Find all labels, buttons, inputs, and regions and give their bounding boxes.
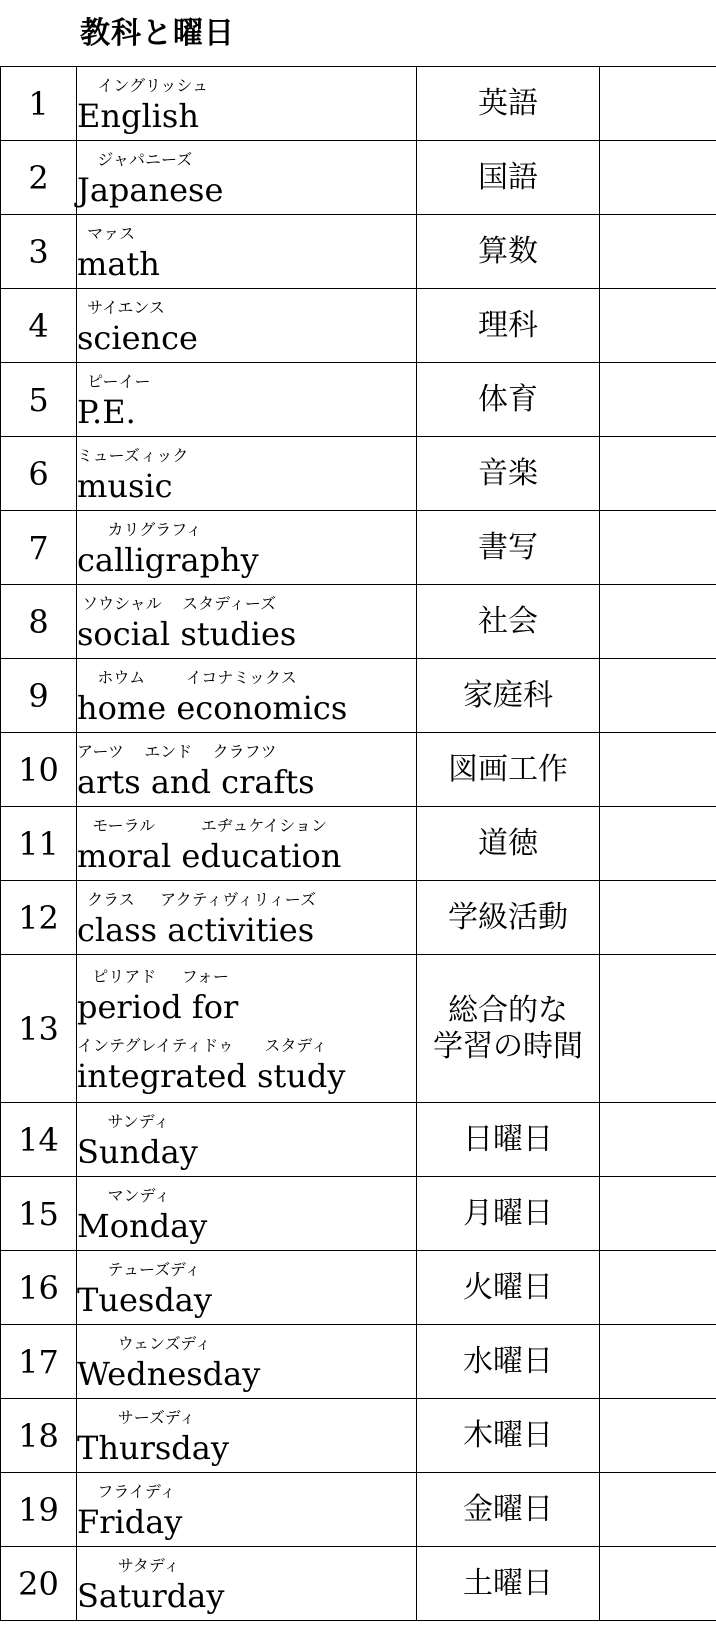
answer-cell (600, 585, 716, 659)
row-number: 4 (1, 289, 77, 363)
row-number: 17 (1, 1325, 77, 1399)
english-word: Japanese (77, 171, 224, 210)
answer-cell (600, 1251, 716, 1325)
table-row (1, 1399, 716, 1473)
english-cell (77, 67, 417, 141)
answer-cell (600, 67, 716, 141)
katakana-reading: クラス アクティヴィリィーズ (77, 890, 316, 910)
katakana-reading: ソウシャル スタディーズ (77, 594, 277, 614)
katakana-reading: ピリアド フォー (77, 966, 229, 986)
japanese-word: 学級活動 (417, 881, 600, 955)
english-cell (77, 881, 417, 955)
english-cell (77, 659, 417, 733)
answer-cell (600, 733, 716, 807)
english-word-2: integrated study (77, 1056, 346, 1095)
row-number: 11 (1, 807, 77, 881)
row-number: 1 (1, 67, 77, 141)
japanese-word: 社会 (417, 585, 600, 659)
answer-cell (600, 141, 716, 215)
japanese-word: 家庭科 (417, 659, 600, 733)
english-cell (77, 1325, 417, 1399)
row-number: 9 (1, 659, 77, 733)
english-word: Wednesday (77, 1355, 261, 1394)
english-word: moral education (77, 837, 342, 876)
row-number: 8 (1, 585, 77, 659)
japanese-word: 日曜日 (417, 1103, 600, 1177)
english-word: Thursday (77, 1429, 229, 1468)
english-word: arts and crafts (77, 763, 315, 802)
english-cell (77, 437, 417, 511)
english-cell (77, 807, 417, 881)
row-number: 12 (1, 881, 77, 955)
english-cell (77, 585, 417, 659)
japanese-word: 理科 (417, 289, 600, 363)
row-number: 20 (1, 1547, 77, 1621)
katakana-reading: フライディ (77, 1482, 176, 1502)
table-row (1, 881, 716, 955)
japanese-word: 英語 (417, 67, 600, 141)
katakana-reading: アーツ エンド クラフツ (77, 742, 277, 762)
english-word: Friday (77, 1503, 183, 1542)
japanese-word: 国語 (417, 141, 600, 215)
table-row (1, 1547, 716, 1621)
english-cell (77, 1177, 417, 1251)
english-word: music (77, 467, 173, 506)
japanese-word-line-1: 総合的な (448, 992, 568, 1028)
katakana-reading: テューズディ (77, 1260, 201, 1280)
answer-cell (600, 1103, 716, 1177)
answer-cell (600, 1325, 716, 1399)
english-word: Tuesday (77, 1281, 212, 1320)
katakana-reading: イングリッシュ (77, 76, 209, 96)
english-word: calligraphy (77, 541, 259, 580)
table-row (1, 1103, 716, 1177)
answer-cell (600, 363, 716, 437)
japanese-word: 水曜日 (417, 1325, 600, 1399)
katakana-reading: サンディ (77, 1112, 170, 1132)
row-number: 6 (1, 437, 77, 511)
table-row (1, 807, 716, 881)
english-word: P.E. (77, 393, 136, 432)
english-word: period for (77, 987, 239, 1026)
answer-cell (600, 511, 716, 585)
row-number: 5 (1, 363, 77, 437)
answer-cell (600, 437, 716, 511)
english-cell (77, 1103, 417, 1177)
answer-cell (600, 215, 716, 289)
row-number: 16 (1, 1251, 77, 1325)
english-cell (77, 1473, 417, 1547)
page-title: 教科と曜日 (80, 16, 235, 51)
table-row (1, 955, 716, 1103)
row-number: 14 (1, 1103, 77, 1177)
katakana-reading: モーラル エヂュケイション (77, 816, 327, 836)
answer-cell (600, 1177, 716, 1251)
english-word: science (77, 319, 198, 358)
japanese-word: 火曜日 (417, 1251, 600, 1325)
table-row (1, 1177, 716, 1251)
katakana-reading: カリグラフィ (77, 520, 202, 540)
english-cell (77, 289, 417, 363)
table-row (1, 659, 716, 733)
table-row (1, 363, 716, 437)
katakana-reading: ホウム イコナミックス (77, 668, 297, 688)
english-word: Sunday (77, 1133, 198, 1172)
english-cell (77, 141, 417, 215)
english-cell (77, 1251, 417, 1325)
table-row (1, 511, 716, 585)
katakana-reading: ピーイー (77, 372, 151, 392)
japanese-word: 書写 (417, 511, 600, 585)
japanese-word: 木曜日 (417, 1399, 600, 1473)
english-word: class activities (77, 911, 315, 950)
japanese-word: 月曜日 (417, 1177, 600, 1251)
table-row (1, 437, 716, 511)
row-number: 15 (1, 1177, 77, 1251)
japanese-word: 音楽 (417, 437, 600, 511)
english-cell (77, 363, 417, 437)
answer-cell (600, 659, 716, 733)
english-word: Monday (77, 1207, 208, 1246)
english-cell (77, 215, 417, 289)
table-row (1, 1251, 716, 1325)
row-number: 2 (1, 141, 77, 215)
answer-cell (600, 807, 716, 881)
subject-table-body (1, 67, 716, 1621)
katakana-reading: サイエンス (77, 298, 165, 318)
subject-table (0, 66, 716, 1621)
japanese-word: 図画工作 (417, 733, 600, 807)
japanese-word: 土曜日 (417, 1547, 600, 1621)
english-word: Saturday (77, 1577, 225, 1616)
row-number: 7 (1, 511, 77, 585)
japanese-word (417, 955, 600, 1103)
answer-cell (600, 955, 716, 1103)
answer-cell (600, 1473, 716, 1547)
katakana-reading: サーズディ (77, 1408, 196, 1428)
katakana-reading: ミューズィック (77, 446, 189, 466)
answer-cell (600, 1547, 716, 1621)
answer-cell (600, 289, 716, 363)
katakana-reading-2: インテグレイティドゥ スタディ (77, 1035, 328, 1055)
row-number: 10 (1, 733, 77, 807)
japanese-word: 体育 (417, 363, 600, 437)
english-cell (77, 955, 417, 1103)
english-word: home economics (77, 689, 348, 728)
english-cell (77, 1547, 417, 1621)
katakana-reading: ウェンズディ (77, 1334, 211, 1354)
english-cell (77, 511, 417, 585)
table-row (1, 141, 716, 215)
katakana-reading: マァス (77, 224, 136, 244)
english-word: math (77, 245, 160, 284)
table-row (1, 67, 716, 141)
english-word: social studies (77, 615, 297, 654)
table-row (1, 733, 716, 807)
table-row (1, 215, 716, 289)
japanese-word: 道徳 (417, 807, 600, 881)
answer-cell (600, 881, 716, 955)
row-number: 19 (1, 1473, 77, 1547)
japanese-word-line-2: 学習の時間 (433, 1028, 583, 1064)
table-row (1, 289, 716, 363)
katakana-reading: ジャパニーズ (77, 150, 193, 170)
table-row (1, 585, 716, 659)
english-cell (77, 1399, 417, 1473)
katakana-reading: サタディ (77, 1556, 180, 1576)
answer-cell (600, 1399, 716, 1473)
katakana-reading: マンディ (77, 1186, 171, 1206)
japanese-word: 金曜日 (417, 1473, 600, 1547)
japanese-word: 算数 (417, 215, 600, 289)
table-row (1, 1473, 716, 1547)
english-word: English (77, 97, 199, 136)
english-cell (77, 733, 417, 807)
row-number: 13 (1, 955, 77, 1103)
table-row (1, 1325, 716, 1399)
row-number: 3 (1, 215, 77, 289)
row-number: 18 (1, 1399, 77, 1473)
